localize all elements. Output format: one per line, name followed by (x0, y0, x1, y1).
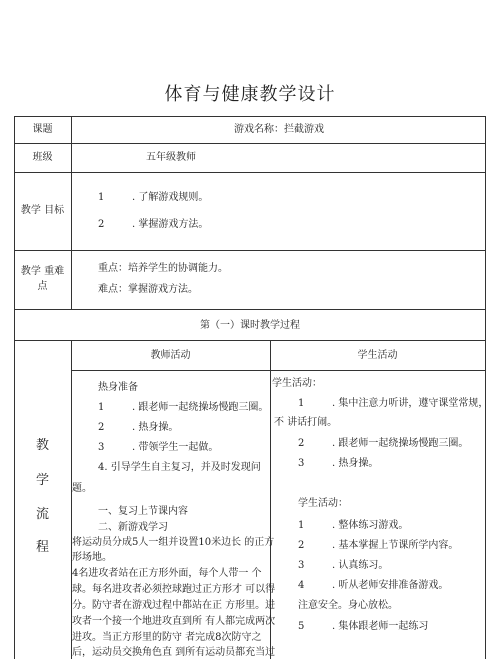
teacher-item-text: . 热身操。 (132, 422, 179, 433)
teacher-item-num: 2 (98, 422, 105, 433)
student-item-text: . 跟老师一起绕操场慢跑三圈。 (332, 438, 469, 449)
student-item-num: 2 (298, 438, 305, 449)
side-char: 程 (35, 540, 49, 555)
new-game-heading: 二、新游戏学习 (98, 522, 168, 533)
para-line: 后，运动员交换角色直 到所有运动员都充当过 (72, 647, 276, 658)
student-item-text: . 听从老师安排准备游戏。 (332, 580, 449, 591)
process-title: 第（一）课时教学过程 (200, 320, 300, 331)
row-divider (14, 309, 486, 310)
student-item-text: . 整体练习游戏。 (332, 520, 409, 531)
student-note: 注意安全。身心放松。 (298, 600, 398, 611)
warmup-heading: 热身准备 (98, 382, 138, 393)
guide-line: 4. 引导学生自主复习，并及时发现问 (98, 462, 261, 473)
row-divider (14, 172, 486, 173)
side-char: 教 (35, 438, 49, 453)
teacher-item-num: 3 (98, 442, 105, 453)
key-label: 教学 重难 (20, 266, 65, 277)
goal-text: . 了解游戏规则。 (132, 192, 209, 203)
goal-text: . 掌握游戏方法。 (132, 219, 209, 230)
page-title: 体育与健康教学设计 (164, 84, 336, 105)
student-activity-label: 学生活动： (298, 498, 348, 509)
key-point: 重点：培养学生的协调能力。 (98, 263, 228, 274)
table-border (485, 116, 486, 659)
teacher-item-text: . 跟老师一起绕操场慢跑三圈。 (132, 402, 269, 413)
grade-label: 班级 (32, 152, 53, 163)
table-border (14, 116, 15, 659)
teacher-item-num: 1 (98, 402, 105, 413)
goal-label: 教学 目标 (20, 205, 65, 216)
para-line: 将运动员分成5人一组并设置10米边长 的正方 (72, 537, 275, 548)
para-line: 攻者一个接一个地进攻直到所 有人都完成两次 (72, 616, 276, 627)
student-item-text: . 认真练习。 (332, 560, 389, 571)
topic-value: 游戏名称：拦截游戏 (234, 124, 324, 135)
student-item-num: 1 (298, 398, 305, 409)
lesson-plan-table (14, 116, 489, 659)
column-divider (71, 116, 72, 309)
row-divider (14, 340, 486, 341)
difficult-point: 难点：掌握游戏方法。 (98, 284, 198, 295)
student-item-num: 4 (298, 580, 305, 591)
para-line: 球。每名进攻者必须控球跑过正方形才 可以得 (72, 584, 276, 595)
topic-label: 课题 (32, 124, 53, 135)
goal-num: 2 (98, 219, 105, 230)
student-item-text: . 集中注意力听讲，遵守课堂常规， (332, 398, 489, 409)
student-item-num: 3 (298, 458, 305, 469)
row-divider (71, 370, 486, 371)
review-heading: 一、复习上节课内容 (98, 506, 188, 517)
teacher-header: 教师活动 (150, 350, 191, 361)
student-header: 学生活动 (357, 350, 398, 361)
grade-value: 五年级教师 (146, 152, 196, 163)
row-divider (14, 143, 486, 144)
student-item-num: 2 (298, 540, 305, 551)
table-border (14, 116, 486, 117)
student-item-text: 不 讲话打闹。 (274, 417, 338, 428)
side-char: 流 (35, 507, 49, 522)
row-divider (14, 250, 486, 251)
key-label-cont: 点 (37, 281, 48, 292)
teacher-item-text: . 带领学生一起做。 (132, 442, 219, 453)
para-line: 形场地。 (72, 552, 112, 563)
student-item-num: 3 (298, 560, 305, 571)
para-line: 进攻。当正方形里的防守 者完成8次防守之 (72, 632, 262, 643)
para-line: 分。防守者在游戏过程中都站在正 方形里。进 (72, 600, 276, 611)
student-warmup-label: 学生活动： (272, 378, 322, 389)
student-item-text: . 集体跟老师一起练习 (332, 621, 429, 632)
student-item-text: . 基本掌握上节课所学内容。 (332, 540, 459, 551)
student-item-num: 5 (298, 621, 305, 632)
side-char: 学 (35, 473, 49, 488)
student-item-text: . 热身操。 (332, 458, 379, 469)
para-line: 4名进攻者站在正方形外面，每个人带一 个 (72, 568, 262, 579)
student-item-num: 1 (298, 520, 305, 531)
goal-num: 1 (98, 192, 105, 203)
guide-line-cont: 题。 (72, 483, 92, 494)
